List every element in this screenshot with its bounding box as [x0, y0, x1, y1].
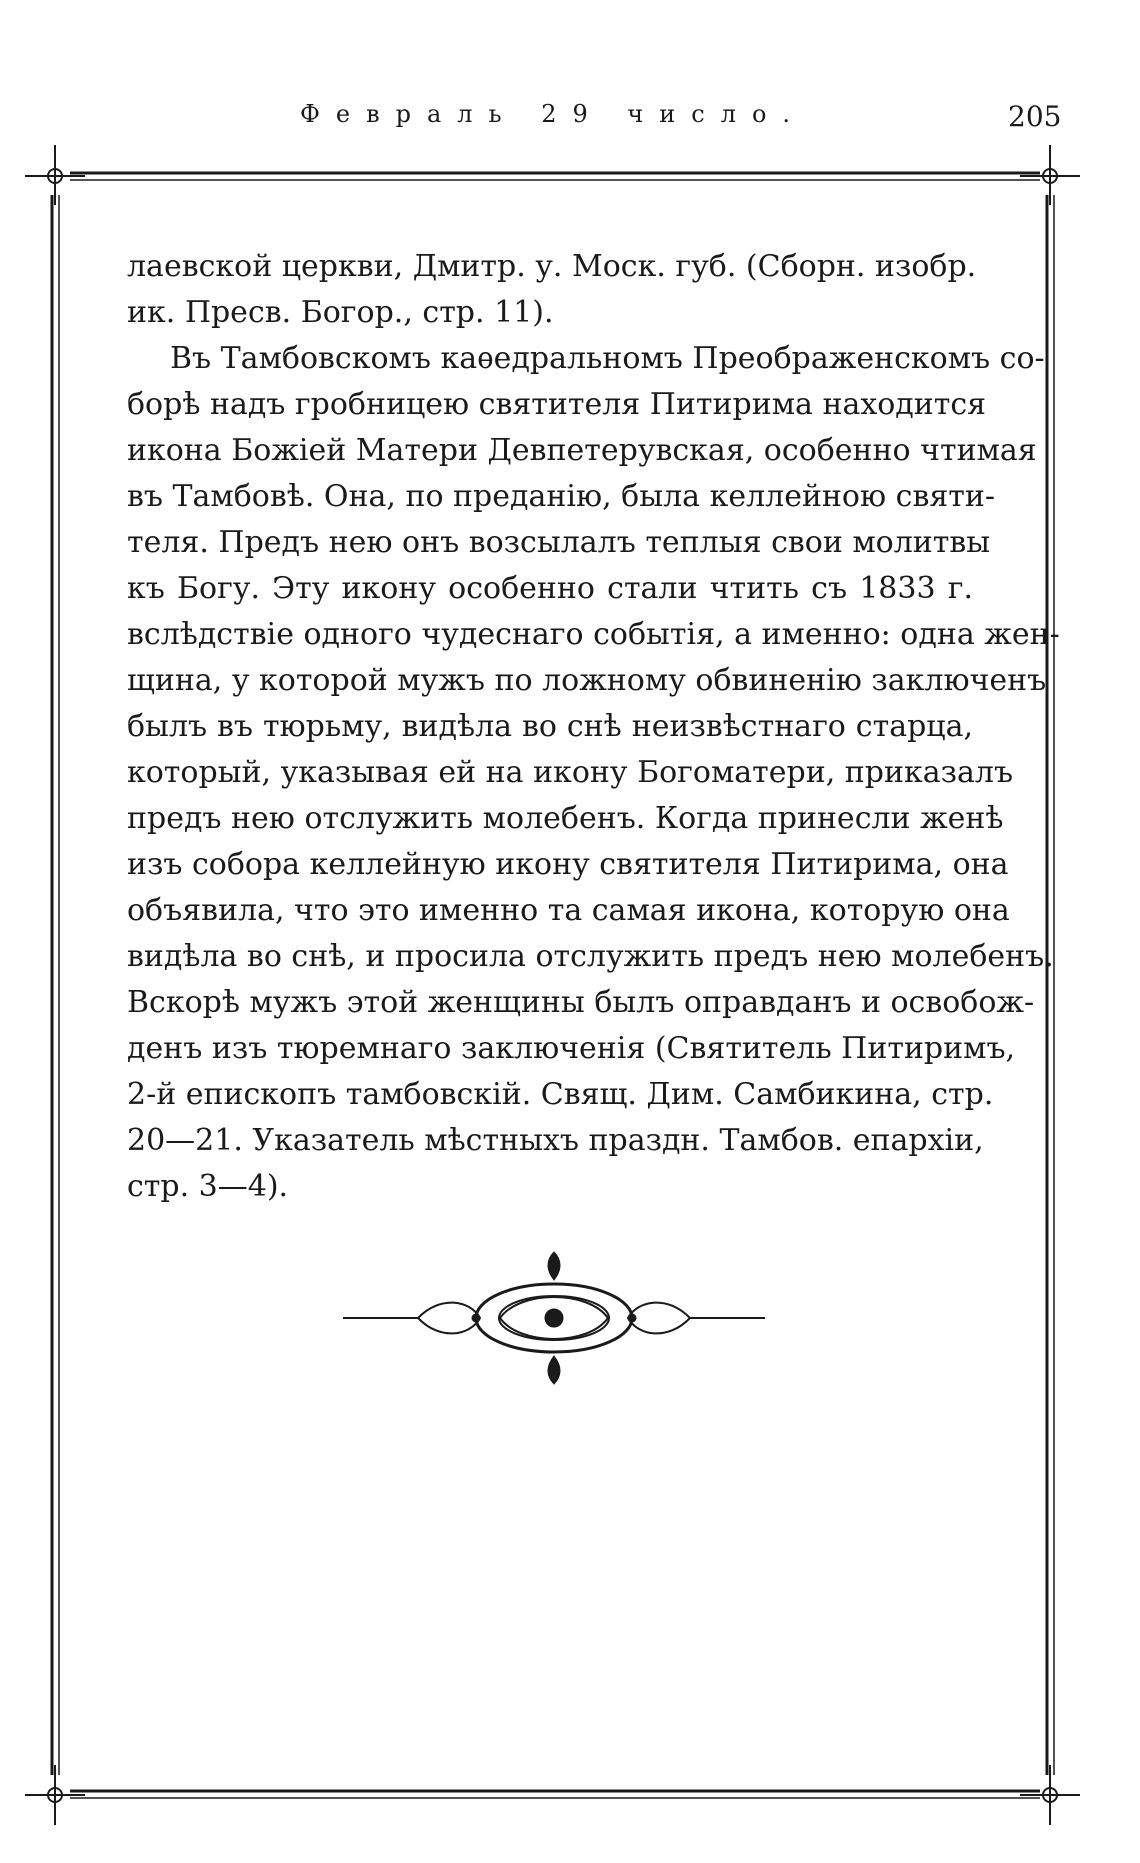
- text-line: предъ нею отслужить молебенъ. Когда принесли женѣ: [127, 801, 1004, 836]
- text-line: денъ изъ тюремнаго заключенія (Святитель Питиримъ,: [127, 1031, 1016, 1066]
- text-line: борѣ надъ гробницею святителя Питирима находится: [127, 387, 987, 422]
- text-line: икона Божіей Матери Девпетерувская, особенно чтимая: [127, 433, 1037, 468]
- page-number: 205: [1008, 100, 1062, 133]
- tailpiece-ornament-icon: [343, 1252, 765, 1384]
- corner-cross-icon: [1020, 1765, 1080, 1825]
- running-header-title: Февраль 29 число.: [300, 100, 807, 128]
- text-line: въ Тамбовѣ. Она, по преданію, была келлейною святи-: [127, 479, 995, 514]
- corner-cross-icon: [25, 1765, 85, 1825]
- text-line: былъ въ тюрьму, видѣла во снѣ неизвѣстнаго старца,: [127, 709, 973, 744]
- text-line: видѣла во снѣ, и просила отслужить предъ нею молебенъ.: [127, 939, 1054, 974]
- corner-cross-icon: [1020, 145, 1080, 205]
- corner-cross-icon: [25, 145, 85, 205]
- text-line: вслѣдствіе одного чудеснаго событія, а именно: одна жен-: [127, 617, 1060, 652]
- text-line: Вскорѣ мужъ этой женщины былъ оправданъ и освобож-: [127, 985, 1035, 1020]
- text-line: изъ собора келлейную икону святителя Питирима, она: [127, 847, 1009, 882]
- text-line: стр. 3—4).: [127, 1169, 289, 1204]
- text-line: объявила, что это именно та самая икона, которую она: [127, 893, 1010, 928]
- text-line: 2-й епископъ тамбовскій. Свящ. Дим. Самбикина, стр.: [127, 1077, 994, 1112]
- text-line: который, указывая ей на икону Богоматери, приказалъ: [127, 755, 1014, 790]
- text-line: къ Богу. Эту икону особенно стали чтить съ 1833 г.: [127, 571, 973, 606]
- text-line: теля. Предъ нею онъ возсылалъ теплыя свои молитвы: [127, 525, 991, 560]
- text-line: лаевской церкви, Дмитр. у. Моск. губ. (Сборн. изобр.: [127, 249, 977, 284]
- text-line: ик. Пресв. Богор., стр. 11).: [127, 295, 554, 330]
- text-line: щина, у которой мужъ по ложному обвиненію заключенъ: [127, 663, 1047, 698]
- text-line: 20—21. Указатель мѣстныхъ праздн. Тамбов. епархіи,: [127, 1123, 984, 1158]
- text-line: Въ Тамбовскомъ каѳедральномъ Преображенскомъ со-: [170, 341, 1045, 376]
